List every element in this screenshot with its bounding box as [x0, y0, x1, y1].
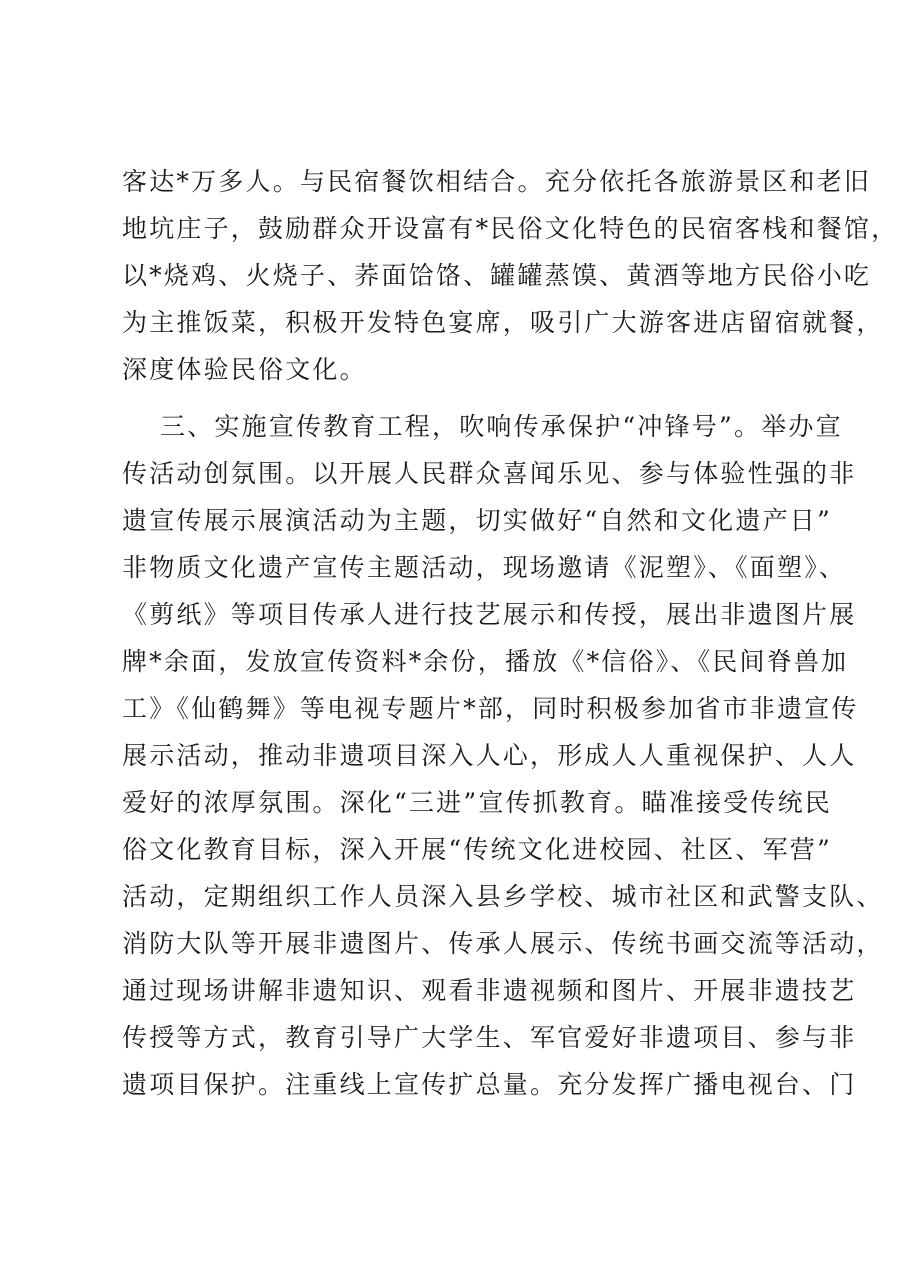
paragraph-2-line-3: 遗宣传展示展演活动为主题，切实做好“自然和文化遗产日” — [122, 506, 832, 535]
paragraph-1-line-4: 为主推饭菜，积极开发特色宴席，吸引广大游客进店留宿就餐， — [122, 308, 884, 337]
paragraph-2-line-10: 俗文化教育目标，深入开展“传统文化进校园、社区、军营” — [122, 835, 832, 864]
paragraph-2-line-9: 爱好的浓厚氛围。深化“三进”宣传抓教育。瞄准接受传统民 — [122, 788, 832, 817]
paragraph-2-line-14: 传授等方式，教育引导广大学生、军官爱好非遗项目、参与非 — [122, 1023, 857, 1052]
paragraph-2-line-6: 牌*余面，发放宣传资料*余份，播放《*信俗》、《民间脊兽加 — [122, 647, 849, 676]
paragraph-1-line-3: 以*烧鸡、火烧子、荞面饸饹、罐罐蒸馍、黄酒等地方民俗小吃 — [122, 261, 872, 290]
paragraph-2-line-13: 通过现场讲解非遗知识、观看非遗视频和图片、开展非遗技艺 — [122, 976, 857, 1005]
paragraph-2-line-7: 工》《仙鹤舞》等电视专题片*部，同时积极参加省市非遗宣传 — [122, 694, 859, 723]
paragraph-2-line-15: 遗项目保护。注重线上宣传扩总量。充分发挥广播电视台、门 — [122, 1070, 857, 1099]
paragraph-1-line-1: 客达*万多人。与民宿餐饮相结合。充分依托各旅游景区和老旧 — [122, 167, 872, 196]
paragraph-2-line-2: 传活动创氛围。以开展人民群众喜闻乐见、参与体验性强的非 — [122, 459, 857, 488]
paragraph-2-line-1: 三、实施宣传教育工程，吹响传承保护“冲锋号”。举办宣 — [160, 412, 843, 441]
paragraph-1-line-2: 地坑庄子，鼓励群众开设富有*民俗文化特色的民宿客栈和餐馆， — [122, 214, 899, 243]
paragraph-2-line-8: 展示活动，推动非遗项目深入人心，形成人人重视保护、人人 — [122, 741, 857, 770]
paragraph-2-line-4: 非物质文化遗产宣传主题活动，现场邀请《泥塑》、《面塑》、 — [122, 553, 847, 582]
paragraph-2-line-5: 《剪纸》等项目传承人进行技艺展示和传授，展出非遗图片展 — [122, 600, 857, 629]
paragraph-2-line-11: 活动，定期组织工作人员深入县乡学校、城市社区和武警支队、 — [122, 882, 884, 911]
paragraph-2-line-12: 消防大队等开展非遗图片、传承人展示、传统书画交流等活动， — [122, 929, 884, 958]
paragraph-1-line-5: 深度体验民俗文化。 — [122, 355, 367, 384]
